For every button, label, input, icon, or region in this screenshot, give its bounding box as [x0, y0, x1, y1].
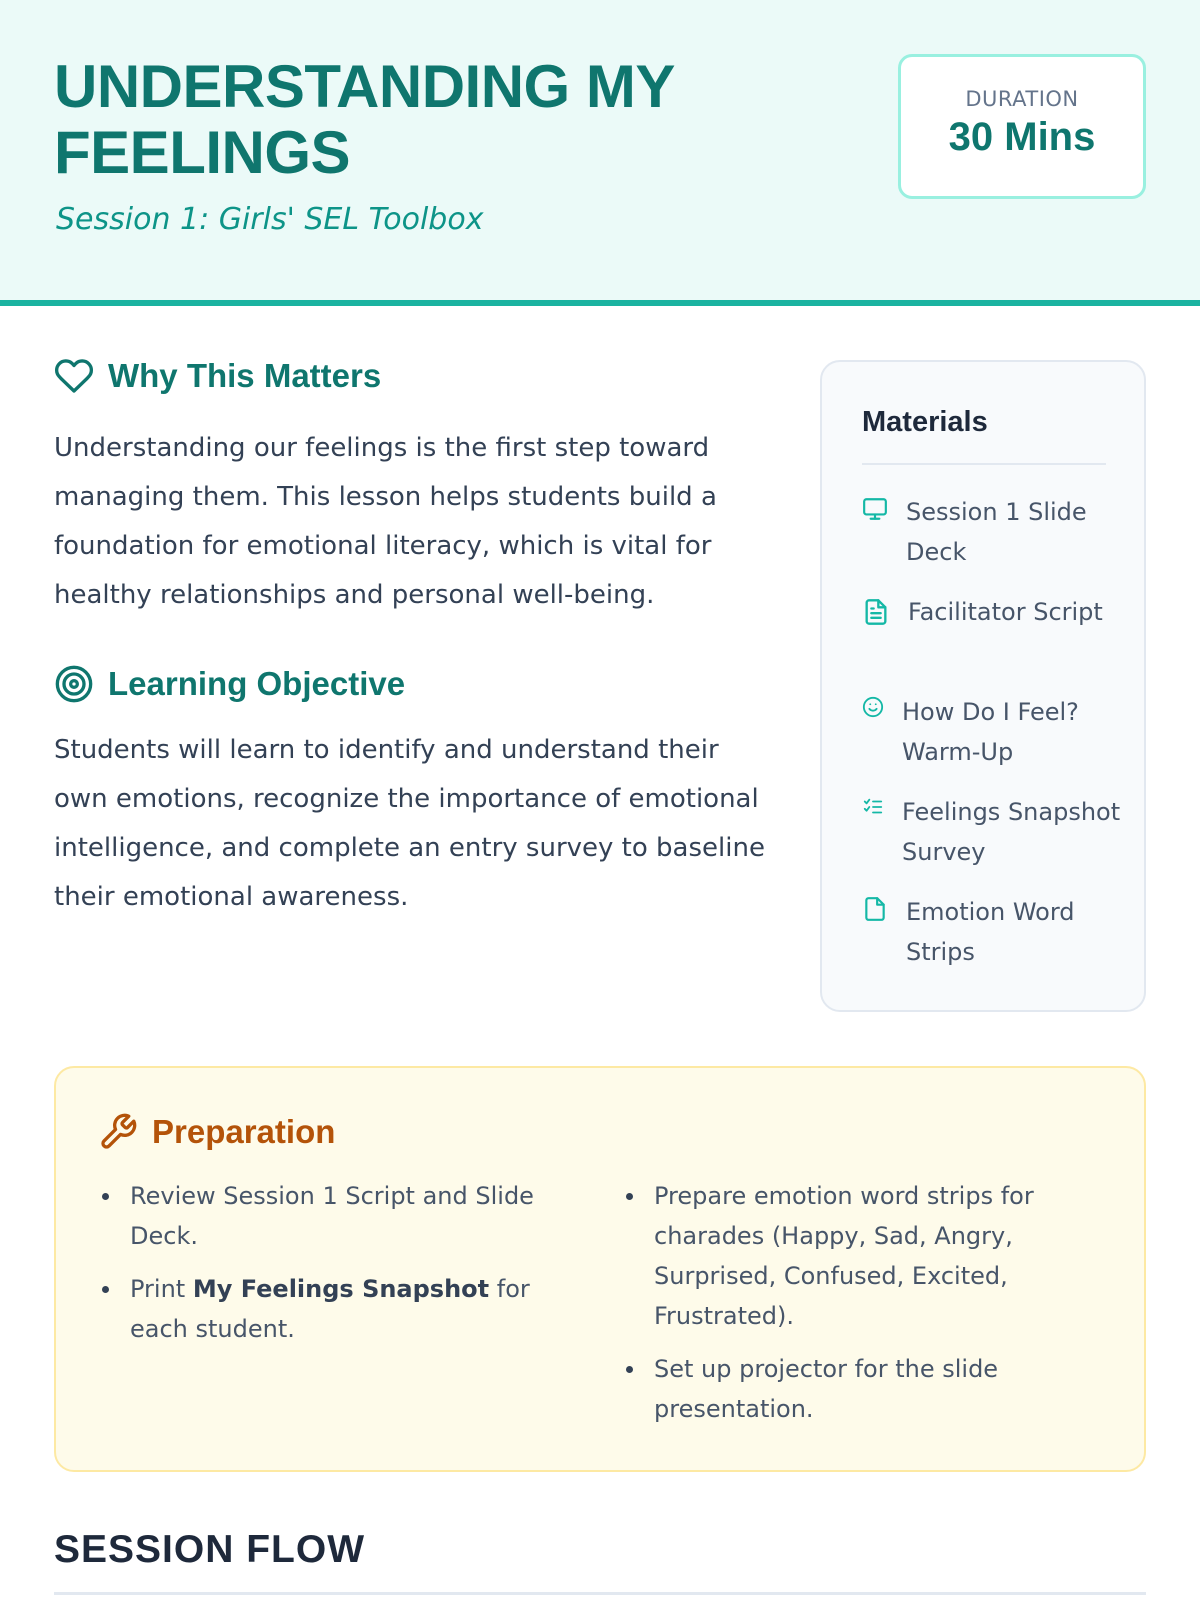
preparation-heading	[98, 1112, 335, 1152]
preparation-card	[54, 1066, 1146, 1472]
smile-icon	[862, 696, 884, 718]
file-icon	[862, 896, 888, 922]
list-item: Set up projector for the slide presentation.	[622, 1349, 1062, 1429]
material-label: Facilitator Script	[908, 598, 1103, 626]
monitor-icon	[862, 496, 888, 522]
preparation-list-right	[622, 1176, 1062, 1442]
session-flow-title: SESSION FLOW	[54, 1528, 366, 1571]
heart-icon	[54, 356, 94, 396]
material-label: Emotion Word Strips	[906, 898, 1075, 966]
objective-heading-text: Learning Objective	[108, 665, 406, 702]
page-title: UNDERSTANDING MY FEELINGS	[54, 53, 674, 186]
materials-card	[820, 360, 1146, 1012]
preparation-heading-text: Preparation	[152, 1113, 336, 1150]
material-label: Feelings Snapshot Survey	[902, 798, 1121, 866]
material-item	[862, 592, 1122, 632]
wrench-icon	[98, 1112, 138, 1152]
material-item	[862, 492, 1122, 572]
material-label: Session 1 Slide Deck	[906, 498, 1087, 566]
material-item	[862, 892, 1122, 972]
emphasis-text: My Feelings Snapshot	[192, 1275, 490, 1303]
duration-badge	[898, 54, 1146, 199]
material-label: How Do I Feel? Warm-Up	[902, 698, 1079, 766]
material-item	[862, 792, 1122, 872]
materials-title: Materials	[862, 406, 988, 438]
why-paragraph: Understanding our feelings is the first step toward managing them. This lesson helps students build a foundation for emotional literacy, which is vital for healthy relationships and personal well-being.	[54, 433, 717, 610]
list-item: Prepare emotion word strips for charades (Happy, Sad, Angry, Surprised, Confused, Excited, Frustrated).	[622, 1176, 1062, 1336]
header-banner	[0, 0, 1200, 306]
checklist-icon	[862, 796, 884, 818]
target-icon	[54, 664, 94, 704]
list-item: Review Session 1 Script and Slide Deck.	[98, 1176, 568, 1256]
materials-divider	[862, 463, 1106, 465]
list-item: Print My Feelings Snapshot for each student.	[98, 1269, 568, 1349]
preparation-list-left	[98, 1176, 568, 1362]
objective-paragraph: Students will learn to identify and understand their own emotions, recognize the importance of emotional intelligence, and complete an entry survey to baseline their emotional awareness.	[54, 735, 765, 912]
document-icon	[862, 596, 890, 628]
page-subtitle: Session 1: Girls' SEL Toolbox	[56, 202, 484, 237]
session-flow-divider	[54, 1592, 1146, 1595]
why-heading-text: Why This Matters	[108, 357, 382, 394]
duration-value: 30 Mins	[948, 115, 1096, 159]
why-heading	[54, 356, 381, 396]
objective-heading	[54, 664, 405, 704]
material-item	[862, 692, 1122, 772]
duration-label: DURATION	[965, 87, 1079, 111]
